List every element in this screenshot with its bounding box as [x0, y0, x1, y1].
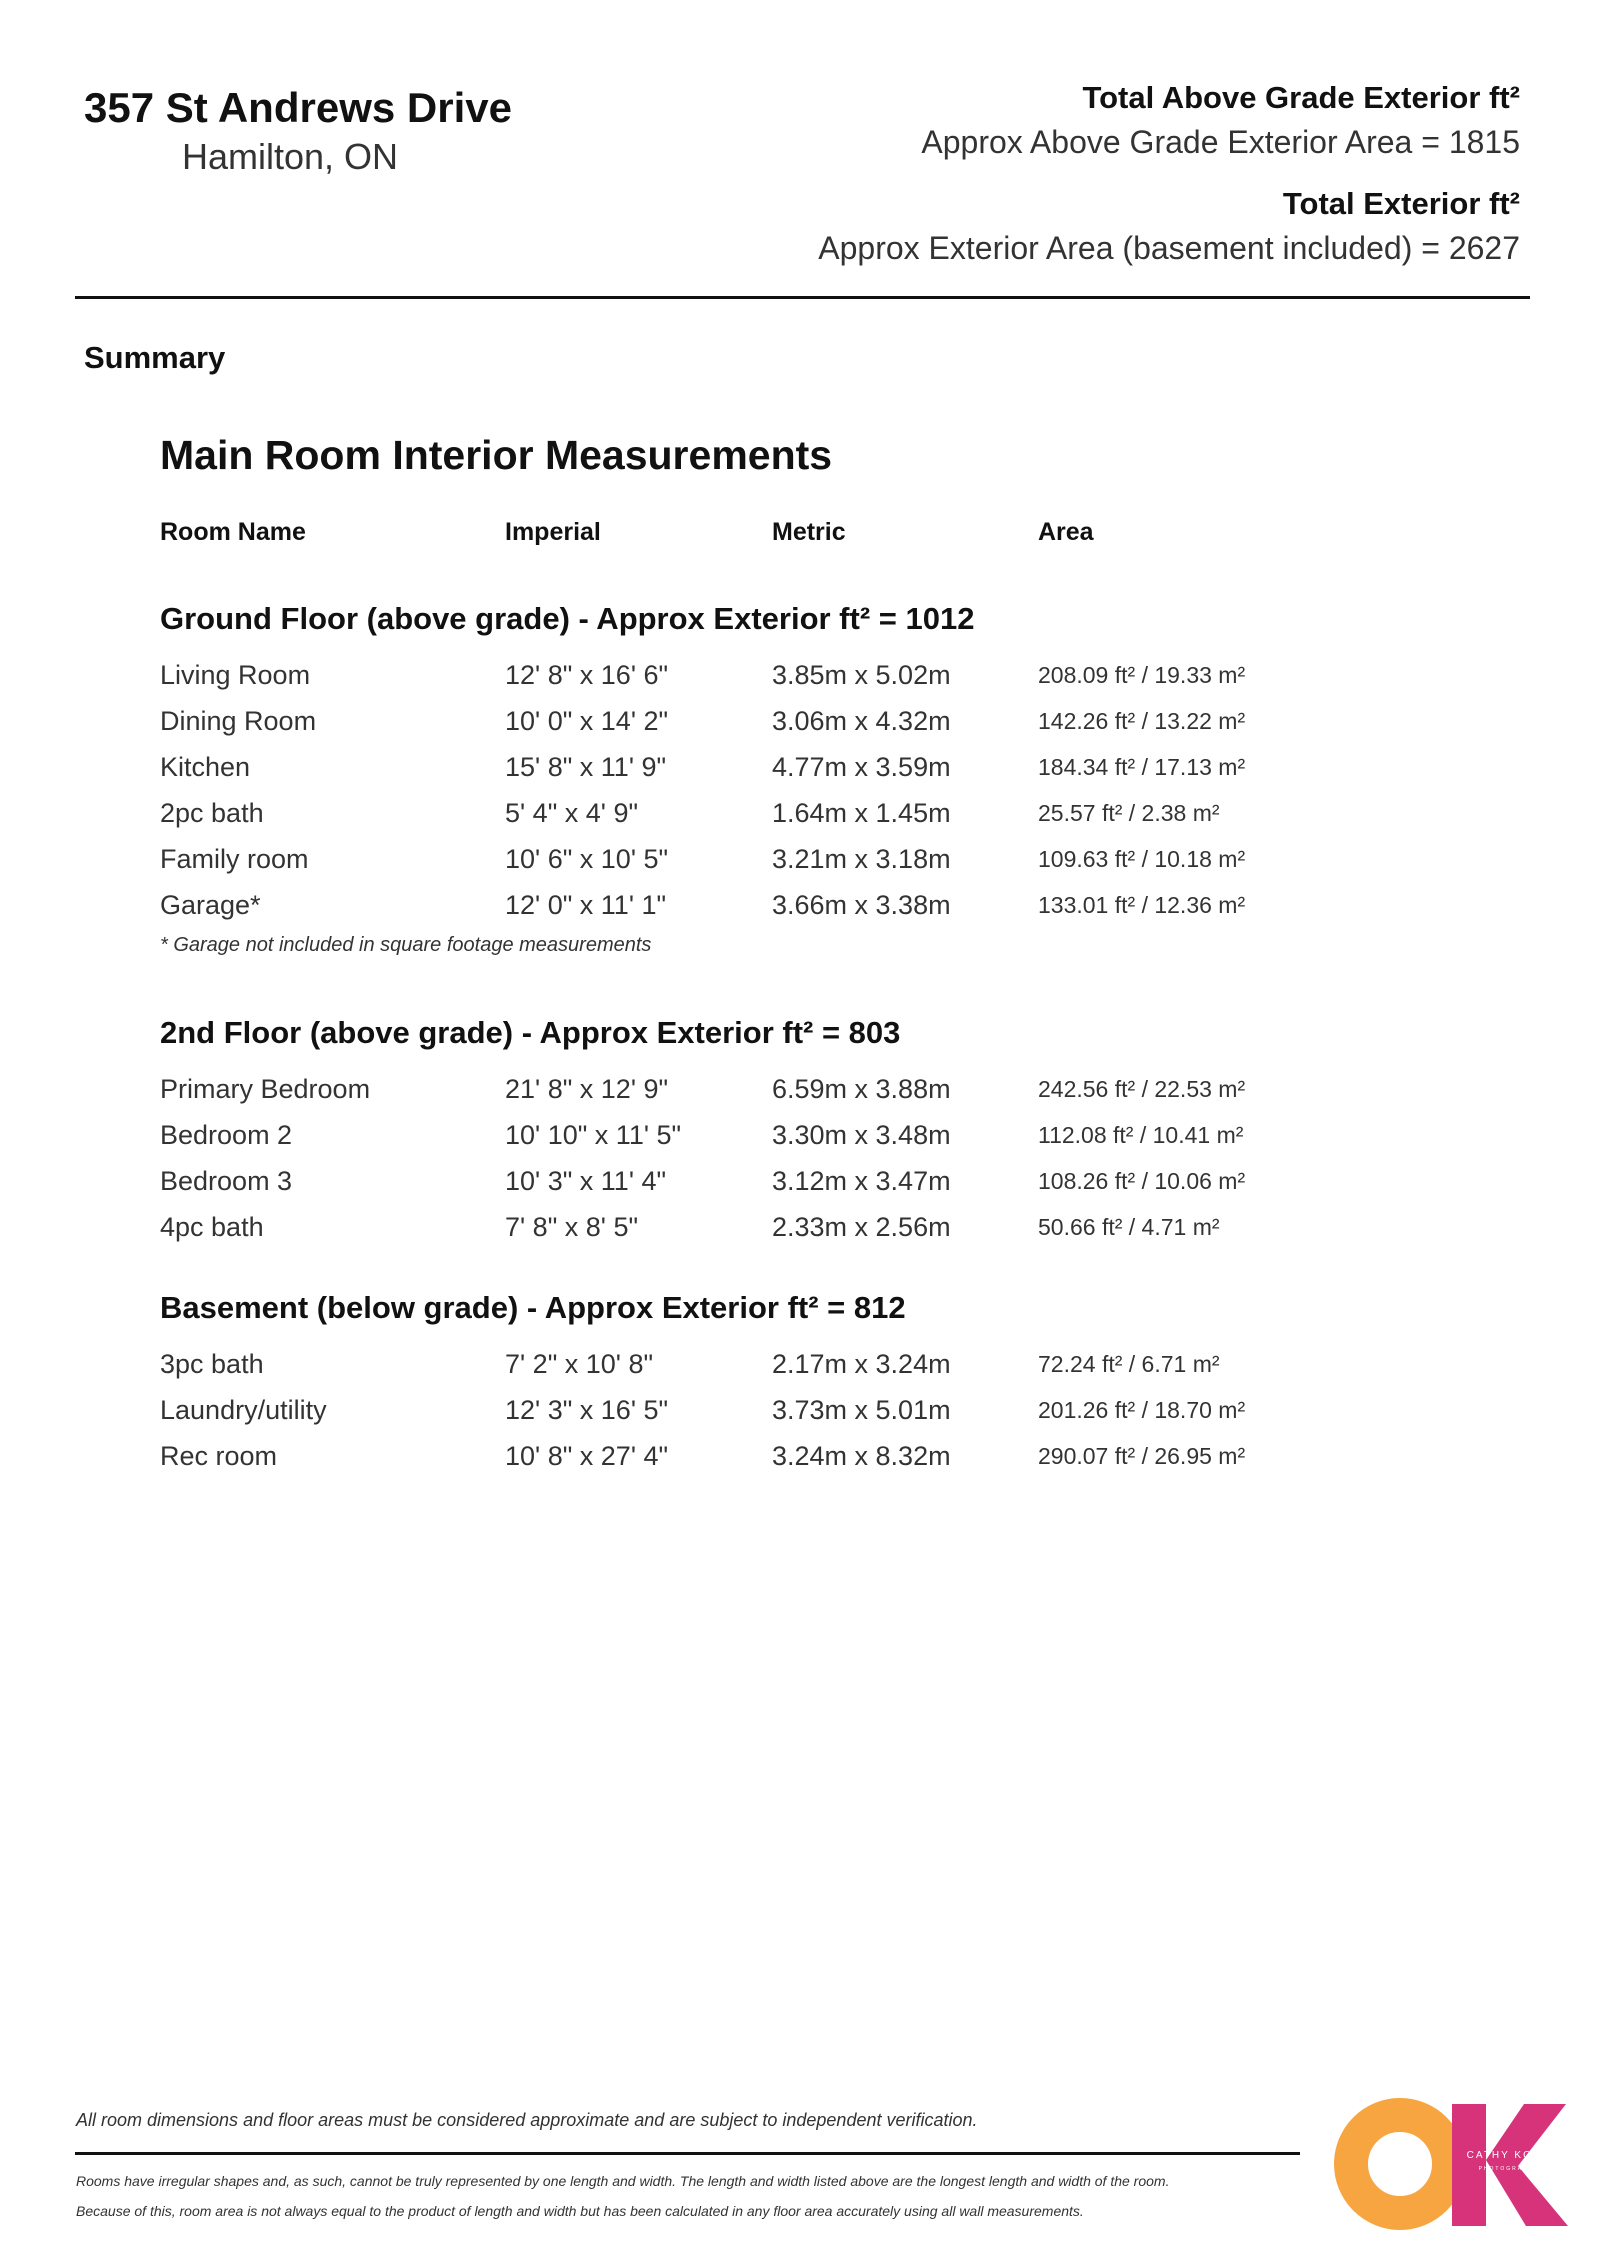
summary-heading: Summary	[84, 340, 226, 375]
section-title: Ground Floor (above grade) - Approx Exterior ft² = 1012	[160, 601, 975, 636]
room-name: 4pc bath	[160, 1212, 264, 1242]
room-area: 184.34 ft² / 17.13 m²	[1038, 754, 1246, 780]
total-exterior-title: Total Exterior ft²	[1282, 186, 1520, 221]
room-metric: 3.30m x 3.48m	[772, 1120, 951, 1150]
table-row	[160, 790, 1360, 836]
room-imperial: 15' 8" x 11' 9"	[505, 752, 667, 782]
footer-note-line-2: Because of this, room area is not always equal to the product of length and width but has been calculated in any floor area accurately using all wall measurements.	[76, 2203, 1084, 2219]
room-name: Kitchen	[160, 752, 251, 782]
footer-note-line-1: Rooms have irregular shapes and, as such, cannot be truly represented by one length and width. The length and width listed above are the longest length and width of the room.	[76, 2173, 1170, 2189]
room-name: Bedroom 3	[160, 1166, 293, 1196]
room-name: Garage*	[160, 890, 261, 920]
table-row	[160, 1066, 1360, 1112]
table-row	[160, 1158, 1360, 1204]
room-imperial: 7' 2" x 10' 8"	[505, 1349, 654, 1379]
room-imperial: 12' 8" x 16' 6"	[505, 660, 669, 690]
room-imperial: 10' 10" x 11' 5"	[505, 1120, 682, 1150]
table-row	[160, 1204, 1360, 1250]
room-metric: 3.66m x 3.38m	[772, 890, 951, 920]
room-metric: 3.06m x 4.32m	[772, 706, 951, 736]
above-grade-title: Total Above Grade Exterior ft²	[1082, 80, 1520, 115]
logo-name: CATHY KOOP	[1466, 2150, 1552, 2161]
above-grade-value: Approx Above Grade Exterior Area = 1815	[921, 124, 1520, 160]
room-name: 3pc bath	[160, 1349, 264, 1379]
section-basement	[160, 1285, 1360, 1479]
table-row	[160, 698, 1360, 744]
room-area: 133.01 ft² / 12.36 m²	[1038, 892, 1246, 918]
room-metric: 2.33m x 2.56m	[772, 1212, 951, 1242]
room-metric: 1.64m x 1.45m	[772, 798, 951, 828]
header-divider	[75, 296, 1530, 299]
column-header-room-name: Room Name	[160, 518, 306, 546]
cathy-koop-logo	[1334, 2098, 1570, 2230]
room-name: Bedroom 2	[160, 1120, 293, 1150]
table-row	[160, 1341, 1360, 1387]
room-name: Dining Room	[160, 706, 317, 736]
room-imperial: 12' 3" x 16' 5"	[505, 1395, 669, 1425]
main-title: Main Room Interior Measurements	[160, 432, 833, 478]
room-imperial: 12' 0" x 11' 1"	[505, 890, 667, 920]
total-exterior-value: Approx Exterior Area (basement included) = 2627	[818, 230, 1520, 266]
column-header-area: Area	[1038, 518, 1094, 546]
room-area: 208.09 ft² / 19.33 m²	[1038, 662, 1246, 688]
room-imperial: 7' 8" x 8' 5"	[505, 1212, 639, 1242]
room-name: Living Room	[160, 660, 311, 690]
property-city: Hamilton, ON	[182, 136, 399, 177]
room-metric: 3.24m x 8.32m	[772, 1441, 951, 1471]
room-metric: 3.73m x 5.01m	[772, 1395, 951, 1425]
room-metric: 3.12m x 3.47m	[772, 1166, 951, 1196]
table-row	[160, 836, 1360, 882]
room-area: 201.26 ft² / 18.70 m²	[1038, 1397, 1246, 1423]
room-area: 242.56 ft² / 22.53 m²	[1038, 1076, 1246, 1102]
room-name: Primary Bedroom	[160, 1074, 371, 1104]
logo-mark	[1334, 2098, 1570, 2230]
room-metric: 3.21m x 3.18m	[772, 844, 951, 874]
room-metric: 3.85m x 5.02m	[772, 660, 951, 690]
section-title: Basement (below grade) - Approx Exterior ft² = 812	[160, 1290, 906, 1325]
room-imperial: 10' 6" x 10' 5"	[505, 844, 669, 874]
room-area: 25.57 ft² / 2.38 m²	[1038, 800, 1220, 826]
room-imperial: 10' 0" x 14' 2"	[505, 706, 669, 736]
room-imperial: 10' 8" x 27' 4"	[505, 1441, 669, 1471]
room-name: Family room	[160, 844, 309, 874]
room-imperial: 21' 8" x 12' 9"	[505, 1074, 669, 1104]
room-name: Rec room	[160, 1441, 278, 1471]
property-street: 357 St Andrews Drive	[84, 84, 512, 131]
column-header-metric: Metric	[772, 518, 846, 546]
disclaimer-text: All room dimensions and floor areas must be considered approximate and are subject to independent verification.	[76, 2110, 978, 2130]
section-second-floor	[160, 1010, 1360, 1250]
room-area: 142.26 ft² / 13.22 m²	[1038, 708, 1246, 734]
section-ground-floor	[160, 596, 1360, 957]
room-area: 72.24 ft² / 6.71 m²	[1038, 1351, 1220, 1377]
section-title: 2nd Floor (above grade) - Approx Exterior ft² = 803	[160, 1015, 901, 1050]
room-imperial: 10' 3" x 11' 4"	[505, 1166, 667, 1196]
table-row	[160, 744, 1360, 790]
logo-tagline: PHOTOGRAPHY	[1478, 2166, 1540, 2172]
room-name: Laundry/utility	[160, 1395, 327, 1425]
column-header-imperial: Imperial	[505, 518, 601, 546]
room-area: 290.07 ft² / 26.95 m²	[1038, 1443, 1246, 1469]
room-area: 109.63 ft² / 10.18 m²	[1038, 846, 1246, 872]
table-row	[160, 882, 1360, 928]
room-name: 2pc bath	[160, 798, 264, 828]
table-row	[160, 1387, 1360, 1433]
room-area: 108.26 ft² / 10.06 m²	[1038, 1168, 1246, 1194]
table-row	[160, 652, 1360, 698]
room-metric: 2.17m x 3.24m	[772, 1349, 951, 1379]
room-area: 112.08 ft² / 10.41 m²	[1038, 1122, 1244, 1148]
garage-footnote: * Garage not included in square footage measurements	[160, 934, 652, 956]
room-metric: 4.77m x 3.59m	[772, 752, 951, 782]
room-area: 50.66 ft² / 4.71 m²	[1038, 1214, 1220, 1240]
table-row	[160, 1433, 1360, 1479]
footer-divider	[75, 2152, 1300, 2155]
room-metric: 6.59m x 3.88m	[772, 1074, 951, 1104]
table-row	[160, 1112, 1360, 1158]
room-imperial: 5' 4" x 4' 9"	[505, 798, 639, 828]
